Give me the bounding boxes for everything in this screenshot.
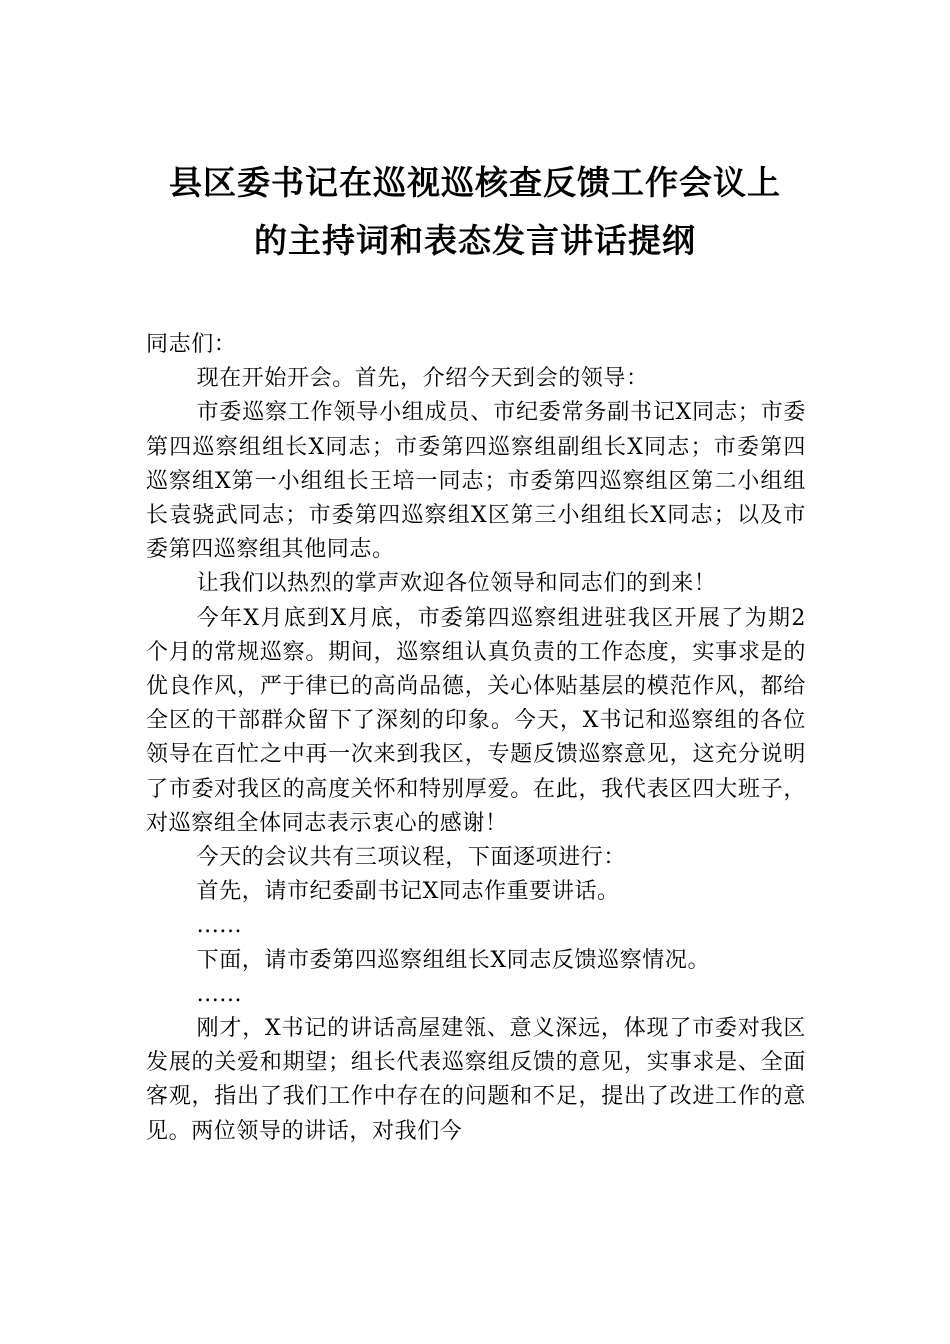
paragraph-welcome: 让我们以热烈的掌声欢迎各位领导和同志们的到来！ bbox=[196, 571, 717, 597]
paragraph-first-item: 首先，请市纪委副书记X同志作重要讲话。 bbox=[196, 879, 620, 905]
paragraph-attendees: 市委巡察工作领导小组成员、市纪委常务副书记X同志；市委第四巡察组组长X同志；市委第四巡察组副组长X同志；市委第四巡察组X第一小组组长王培一同志；市委第四巡察组区第二小组组长袁骁武同志；市委第四巡察组X区第三小组组长X同志；以及市委第四巡察组其他同志。 bbox=[146, 400, 806, 563]
paragraph-ellipsis-2: ...... bbox=[196, 981, 243, 1007]
document-title bbox=[100, 154, 850, 270]
title-line-1: 县区委书记在巡视巡核查反馈工作会议上 bbox=[169, 163, 781, 202]
paragraph-opening: 现在开始开会。首先，介绍今天到会的领导： bbox=[196, 366, 649, 392]
paragraph-summary: 刚才，X书记的讲话高屋建瓴、意义深远，体现了市委对我区发展的关爱和期望；组长代表巡察组反馈的意见，实事求是、全面客观，指出了我们工作中存在的问题和不足，提出了改进工作的意见。两位领导的讲话，对我们今 bbox=[146, 1016, 806, 1144]
paragraph-agenda: 今天的会议共有三项议程，下面逐项进行： bbox=[196, 845, 626, 871]
document-body bbox=[146, 328, 806, 1149]
paragraph-background: 今年X月底到X月底，市委第四巡察组进驻我区开展了为期2个月的常规巡察。期间，巡察组认真负责的工作态度，实事求是的优良作风，严于律已的高尚品德，关心体贴基层的模范作风，都给全区的干部群众留下了深刻的印象。今天，X书记和巡察组的各位领导在百忙之中再一次来到我区，专题反馈巡察意见，这充分说明了市委对我区的高度关怀和特别厚爱。在此，我代表区四大班子，对巡察组全体同志表示衷心的感谢！ bbox=[146, 605, 806, 836]
title-line-2: 的主持词和表态发言讲话提纲 bbox=[254, 221, 696, 260]
paragraph-second-item: 下面，请市委第四巡察组组长X同志反馈巡察情况。 bbox=[196, 947, 711, 973]
salutation: 同志们： bbox=[146, 332, 237, 357]
paragraph-ellipsis-1: ...... bbox=[196, 913, 243, 939]
